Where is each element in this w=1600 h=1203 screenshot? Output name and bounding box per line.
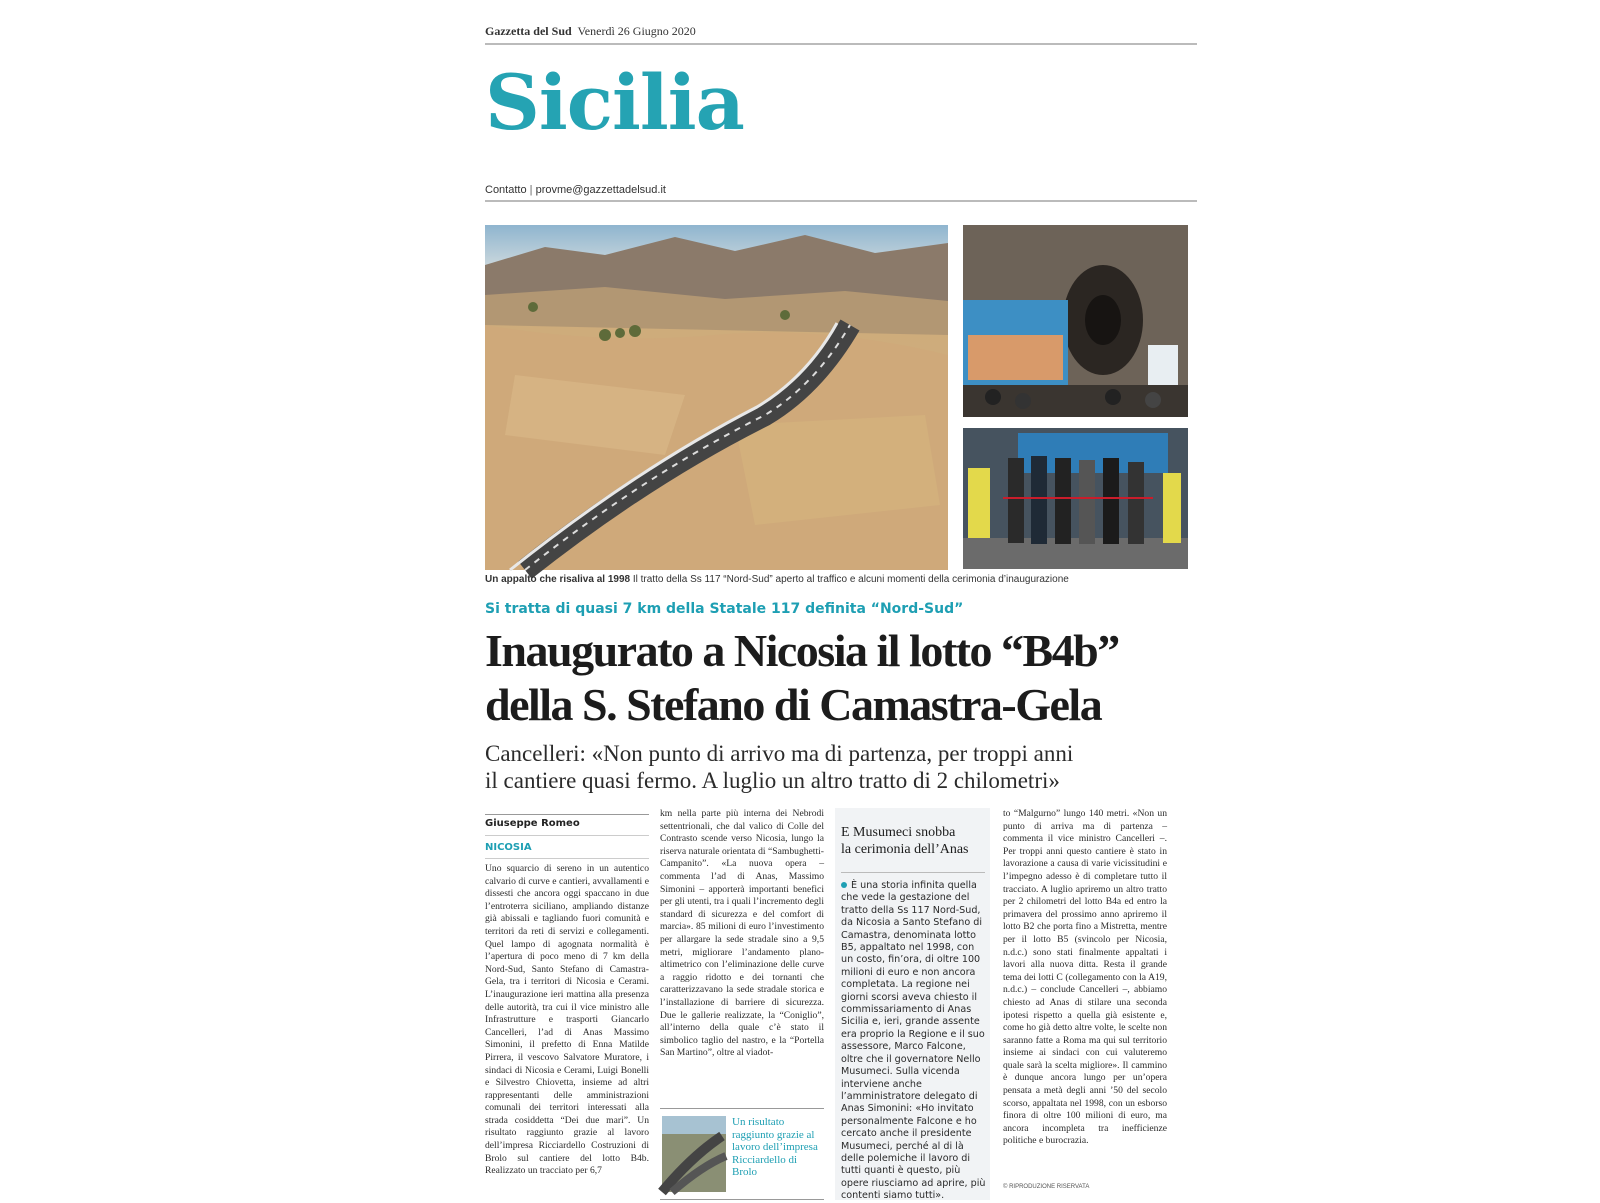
article-column-1 xyxy=(485,814,649,1201)
article-column-2 xyxy=(660,808,824,1178)
bullet-dot-icon xyxy=(841,882,847,888)
sidebar-box xyxy=(835,808,990,1200)
ribbon-cutting-photo xyxy=(963,428,1188,569)
kicker: Si tratta di quasi 7 km della Statale 117 definita “Nord-Sud” xyxy=(485,601,964,617)
sidebar-title-line-1: E Musumeci snobba xyxy=(841,825,956,840)
road-landscape-photo xyxy=(485,225,948,570)
contact-email[interactable]: provme@gazzettadelsud.it xyxy=(535,184,666,196)
issue-date: Venerdì 26 Giugno 2020 xyxy=(577,24,696,38)
subhead-line-1: Cancelleri: «Non punto di arrivo ma di partenza, per troppi anni xyxy=(485,741,1074,766)
sidebar-title-line-2: la cerimonia dell’Anas xyxy=(841,842,969,857)
reproduction-notice: © RIPRODUZIONE RISERVATA xyxy=(1003,1184,1090,1190)
contact-line: Contatto | provme@gazzettadelsud.it xyxy=(485,184,666,196)
related-article[interactable] xyxy=(660,1108,824,1200)
sidebar-title xyxy=(841,824,986,858)
dateline-place: NICOSIA xyxy=(485,835,649,853)
tunnel-ceremony-photo xyxy=(963,225,1188,417)
article-text-2: km nella parte più interna dei Nebrodi settentrionali, che dal valico di Colle del Contrasto scende verso Nicosia, lungo la riserva naturale orientata di “Sambughetti-Campanito”. «La nuova opera – commenta l’ad di Anas, Massimo Simonini – apporterà importanti benefici per gli utenti, tra i quali l’incremento degli standard di sicurezza e del comfort di marcia». 85 milioni di euro l’investimento per allargare la sede stradale sino a 9,5 metri, migliorare l’andamento plano-altimetrico con l’eliminazione delle curve a raggio ridotto e dei tornanti che caratterizzavano la sede stradale storica e l’installazione di barriere di sicurezza. Due le gallerie realizzate, la “Coniglio”, all’interno della quale c’è stato il simbolico taglio del nastro, e la “Portella San Martino”, oltre al viadot- xyxy=(660,808,824,1059)
headline xyxy=(485,624,1119,732)
contact-label: Contatto xyxy=(485,184,527,196)
headline-line-1: Inaugurato a Nicosia il lotto “B4b” xyxy=(485,625,1119,676)
sidebar-text: È una storia infinita quella che vede la gestazione del tratto della Ss 117 Nord-Sud, da Nicosia a Santo Stefano di Camastra, denominata lotto B5, appaltato nel 1998, con un costo, fin’ora, di oltre 100 milioni di euro e non ancora completata. La regione nei giorni scorsi aveva chiesto il commissariamento di Anas Sicilia e, ieri, grande assente era proprio la Regione e il suo assessore, Marco Falcone, oltre che il governatore Nello Musumeci. Sulla vicenda interviene anche l’amministratore delegato di Anas Simonini: «Ho invitato personalmente Falcone e ho cercato anche il presidente Musumeci, perché al di là delle polemiche il lavoro di tutti quanti è questo, più opere riusciamo ad aprire, più contenti siamo tutti». xyxy=(841,880,986,1202)
sidebar-text-wrap xyxy=(841,880,986,1202)
subheadline xyxy=(485,740,1073,794)
article-text-4: to “Malgurno” lungo 140 metri. «Non un punto di arriva ma di partenza – commenta il vice ministro Cancelleri –. Per troppi anni questo cantiere è stato in lavorazione a causa di varie vicissitudini e l’impegno adesso è di completare tutto il tracciato. A luglio apriremo un altro tratto per 2 chilometri del lotto B4a ed entro la primavera del prossimo anno apriremo il lotto B2 che porta fino a Mistretta, mentre per il lotto B5 (svincolo per Nicosia, n.d.c.) sono stati finalmente appaltati i lavori alla nuova ditta. Resta il grande tema dei lotti C (collegamento con la A19, n.d.c.) – conclude Cancelleri –, abbiamo chiesto ad Anas di stilare una seconda ipotesi rispetto a quella già esistente e, come ho già detto altre volte, le scelte non saranno fatte a Roma ma qui sul territorio insieme ai sindaci con cui valuteremo quale sarà la scelta migliore». Il cammino è dunque ancora lungo per un’opera pensata a metà degli anni ’50 del secolo scorso, appaltata nel 1998, con un esborso finora di oltre 100 milioni di euro, ma ancora incompleta tra inefficienze politiche e burocrazia. xyxy=(1003,808,1167,1147)
headline-line-2: della S. Stefano di Camastra-Gela xyxy=(485,679,1102,730)
related-road-thumbnail xyxy=(662,1116,726,1192)
related-title: Un risultato raggiunto grazie al lavoro dell’impresa Ricciardello di Brolo xyxy=(732,1116,818,1178)
masthead xyxy=(485,24,696,39)
subhead-line-2: il cantiere quasi fermo. A luglio un altro tratto di 2 chilometri» xyxy=(485,768,1060,793)
article-column-4 xyxy=(1003,808,1167,1190)
byline: Giuseppe Romeo xyxy=(485,814,649,829)
contact-rule xyxy=(485,200,1197,202)
photo-caption xyxy=(485,574,1069,585)
newspaper-page xyxy=(485,0,1200,1200)
caption-bold: Un appalto che risaliva al 1998 xyxy=(485,574,631,585)
paper-name: Gazzetta del Sud xyxy=(485,24,572,38)
sidebar-rule xyxy=(841,872,985,873)
section-title: Sicilia xyxy=(485,58,744,147)
article-text-1: Uno squarcio di sereno in un autentico calvario di curve e cantieri, avvallamenti e dissesti che ancora oggi spaccano in due l’entroterra siciliano, ampliando distanze già abissali e tagliando fuori comunità e territori da reti di servizi e collegamenti. Quel lampo di agognata normalità è l’apertura di poco meno di 7 km della Nord-Sud, Santo Stefano di Camastra-Gela, tra i territori di Nicosia e Cerami. L’inaugurazione ieri mattina alla presenza delle autorità, tra cui il vice ministro alle Infrastrutture e trasporti Giancarlo Cancelleri, l’ad di Anas Massimo Simonini, il prefetto di Enna Matilde Pirrera, il vescovo Salvatore Muratore, i sindaci di Nicosia e Cerami, Luigi Bonelli e Silvestro Chiovetta, insieme ad altri rappresentanti delle amministrazioni comunali dei territori interessati alla strada cosiddetta “Dei due mari”. Un risultato raggiunto grazie al lavoro dell’impresa Ricciardello Costruzioni di Brolo sul cantiere del lotto B4b. Realizzato un tracciato per 6,7 xyxy=(485,858,649,1201)
caption-text: Il tratto della Ss 117 “Nord-Sud” aperto al traffico e alcuni momenti della cerimonia d’inaugurazione xyxy=(632,574,1069,585)
masthead-rule xyxy=(485,43,1197,45)
